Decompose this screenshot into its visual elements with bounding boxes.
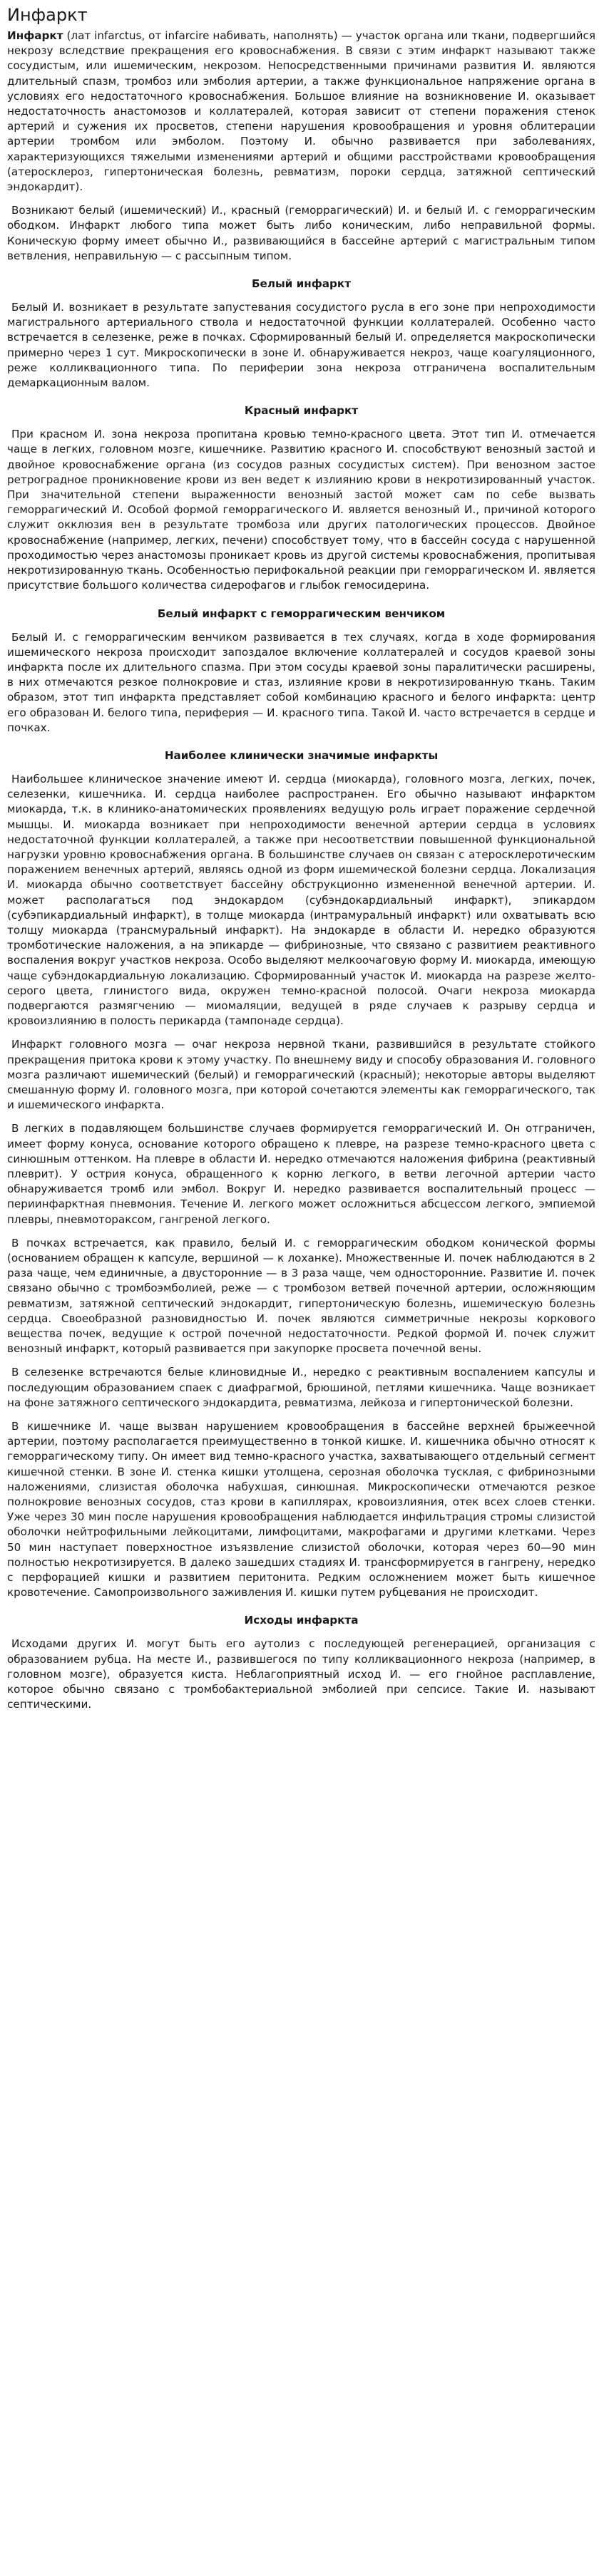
intro-paragraph <box>7 29 595 195</box>
section-paragraph: В легких в подавляющем большинстве случаев формируется геморрагический И. Он отграничен, имеет форму конуса, основание которого обращено к плевре, на разрезе темно-красного цвета с синюшным оттенком. На плевре в области И. нередко отмечаются наложения фибрина (реактивный плеврит). У острия конуса, обращенного к корню легкого, в ветви легочной артерии часто обнаруживается тромб или эмбол. Вокруг И. нередко развивается воспалительный процесс — периинфарктная пневмония. Течение И. легкого может осложниться абсцессом легкого, эмпиемой плевры, пневмотораксом, гангреной легкого. <box>7 1122 595 1226</box>
section-paragraph: В селезенке встречаются белые клиновидные И., нередко с реактивным воспалением капсулы и последующим образованием спаек с диафрагмой, брюшиной, петлями кишечника. Чаще возникает на фоне затяжного септического эндокардита, ревматизма, лейкоза и гипертонической болезни. <box>7 1366 595 1409</box>
forms-paragraph: Возникают белый (ишемический) И., красный (геморрагический) И. и белый И. с геморрагическим ободком. Инфаркт любого типа может быть либо коническим, либо неправильной формы. Коническую форму имеет обычно И., развивающийся в бассейне артерий с магистральным типом ветвления, неправильную — с рассыпным типом. <box>7 204 595 262</box>
section-heading: Исходы инфаркта <box>244 1614 359 1627</box>
section-paragraph: Белый И. возникает в результате запустевания сосудистого русла в его зоне при непроходимости магистрального артериального ствола и недостаточной функции коллатералей. Особенно часто встречается в селезенке, реже в почках. Сформированный белый И. определяется макроскопически примерно через 1 сут. Микроскопически в зоне И. обнаруживается некроз, чаще коагуляционного, реже колликвационного типа. По периферии зона некроза отграничена воспалительным демаркационным валом. <box>7 301 595 390</box>
article <box>0 4 604 1727</box>
section-heading: Наиболее клинически значимые инфаркты <box>164 748 439 762</box>
section-paragraph: Наибольшее клиническое значение имеют И. сердца (миокарда), головного мозга, легких, почек, селезенки, кишечника. И. сердца наиболее распространен. Его обычно называют инфарктом миокарда, т.к. в клинико-анатомических проявлениях ведущую роль играет поражение сердечной мышцы. И. миокарда возникает при непроходимости венечной артерии сердца в условиях недостаточной функции коллатералей, а также при несоответствии повышенной функциональной нагрузки уровню кровоснабжения органа. В большинстве случаев он связан с атеросклеротическим поражением венечных артерий, являясь одной из форм ишемической болезни сердца. Локализация И. миокарда обычно соответствует бассейну обструкционно измененной венечной артерии. И. может располагаться под эндокардом (субэндокардиальный инфаркт), эпикардом (субэпикардиальный инфаркт), в толще миокарда (интрамуральный инфаркт) или охватывать всю толщу миокарда (трансмуральный инфаркт). На эндокарде в области И. нередко образуются тромботические наложения, а на эпикарде — фибринозные, что связано с развитием реактивного воспаления вокруг участков некроза. Особо выделяют мелкоочаговую форму И. миокарда, имеющую чаще субэндокардиальную локализацию. Сформированный участок И. миокарда на разрезе желто-серого цвета, глинистого вида, окружен темно-красной полосой. Очаги некроза миокарда подвергаются размягчению — миомаляции, ведущей в ряде случаев к разрыву сердца и кровоизлиянию в полость перикарда (тампонаде сердца). <box>7 772 595 1028</box>
intro-term: Инфаркт <box>7 29 63 42</box>
intro-text: (лат infarctus, от infarcire набивать, наполнять) — участок органа или ткани, подвергшийся некрозу вследствие прекращения его кровоснабжения. В связи с этим инфаркт называют также сосудистым, или ишемическим, некрозом. Непосредственными причинами развития И. являются длительный спазм, тромбоз или эмболия артерии, а также функциональное напряжение органа в условиях его недостаточного кровоснабжения. Большое влияние на возникновение И. оказывает недостаточность анастомозов и коллатералей, которая зависит от степени поражения стенок артерий и сужения их просветов, степени нарушения кровообращения и уровня облитерации артерии тромбом или эмболом. Поэтому И. обычно развивается при заболеваниях, характеризующихся тяжелыми изменениями артерий и общими расстройствами кровообращения (атеросклероз, гипертоническая болезнь, ревматизм, пороки сердца, затяжной септический эндокардит). <box>7 29 595 194</box>
section-paragraph: Инфаркт головного мозга — очаг некроза нервной ткани, развившийся в результате стойкого прекращения притока крови к этому участку. По внешнему виду и способу образования И. головного мозга различают ишемический (белый) и геморрагический (красный); некоторые авторы выделяют смешанную форму И. головного мозга, при которой сочетаются элементы как геморрагического, так и ишемического инфаркта. <box>7 1038 595 1112</box>
section-heading: Красный инфаркт <box>244 404 359 418</box>
section-paragraph: В почках встречается, как правило, белый И. с геморрагическим ободком конической формы (основанием обращен к капсуле, вершиной — к лоханке). Множественные И. почек наблюдаются в 2 раза чаще, чем единичные, а двусторонние — в 3 раза чаще, чем односторонние. Развитие И. почек связано обычно с тромбоэмболией, реже — с тромбозом ветвей почечной артерии, осложняющим ревматизм, затяжной септический эндокардит, гипертоническую болезнь, ишемическую болезнь сердца. Своеобразной разновидностью И. почек являются симметричные некрозы коркового вещества почек, ведущие к острой почечной недостаточности. Редкой формой И. почек служит венозный инфаркт, который развивается при закупорке просвета почечной вены. <box>7 1236 595 1356</box>
section-paragraph: Исходами других И. могут быть его аутолиз с последующей регенерацией, организация с образованием рубца. На месте И., развившегося по типу колликвационного некроза (например, в головном мозге), образуется киста. Неблагоприятный исход И. — его гнойное расплавление, которое обычно связано с тромбобактериальной эмболией при сепсисе. Такие И. называют септическими. <box>7 1637 595 1711</box>
section-paragraph: При красном И. зона некроза пропитана кровью темно-красного цвета. Этот тип И. отмечается чаще в легких, головном мозге, кишечнике. Развитию красного И. способствуют венозный застой и двойное кровоснабжение органа (из сосудов разных сосудистых систем). При венозном застое ретроградное проникновение крови из вен ведет к излиянию крови в некротизированный участок. При значительной степени выраженности венозный застой может сам по себе вызвать геморрагический И. Особой формой геморрагического И. является венозный И., причиной которого служит окклюзия вен в результате тромбоза или других патологических процессов. Двойное кровоснабжение (например, легких, печени) способствует тому, что в бассейн сосуда с нарушенной проходимостью через анастомозы проникает кровь из другой системы кровоснабжения, пропитывая некротизированную ткань. Особенностью перифокальной реакции при геморрагическом И. является присутствие большого количества сидерофагов и глыбок гемосидерина. <box>7 428 595 592</box>
section-paragraph: В кишечнике И. чаще вызван нарушением кровообращения в бассейне верхней брыжеечной артерии, поэтому располагается преимущественно в тонкой кишке. И. кишечника обычно относят к геморрагическому типу. Он имеет вид темно-красного участка, захватывающего отдельный сегмент кишечной стенки. В зоне И. стенка кишки утолщена, серозная оболочка тусклая, с фибринозными наложениями, слизистая оболочка набухшая, синюшная. Микроскопически отмечаются резкое полнокровие венозных сосудов, стаз крови в капиллярах, кровоизлияния, отек всех слоев стенки. Уже через 30 мин после нарушения кровообращения наблюдается инфильтрация стромы слизистой оболочки нейтрофильными лейкоцитами, лимфоцитами, макрофагами и другими клетками. Через 50 мин наступает поверхностное изъязвление слизистой оболочки, которая через 60—90 мин полностью некротизируется. В далеко зашедших стадиях И. трансформируется в гангрену, нередко с перфорацией кишки и развитием перитонита. Редким осложнением может быть кишечное кровотечение. Самопроизвольного заживления И. кишки путем рубцевания не происходит. <box>7 1420 595 1599</box>
section-paragraph: Белый И. с геморрагическим венчиком развивается в тех случаях, когда в ходе формирования ишемического некроза происходит запоздалое включение коллатералей и сосудов краевой зоны инфаркта после их длительного спазма. При этом сосуды краевой зоны паралитически расширены, в них отмечаются резкое полнокровие и стаз, излияние крови в некротизированную ткань. Таким образом, этот тип инфаркта представляет собой комбинацию красного и белого инфаркта: центр его образован И. белого типа, периферия — И. красного типа. Такой И. часто встречается в сердце и почках. <box>7 630 595 734</box>
section-heading: Белый инфаркт с геморрагическим венчиком <box>157 607 446 620</box>
section-heading: Белый инфаркт <box>251 277 352 291</box>
page-title: Инфаркт <box>7 5 88 25</box>
article-sections <box>7 277 595 1712</box>
